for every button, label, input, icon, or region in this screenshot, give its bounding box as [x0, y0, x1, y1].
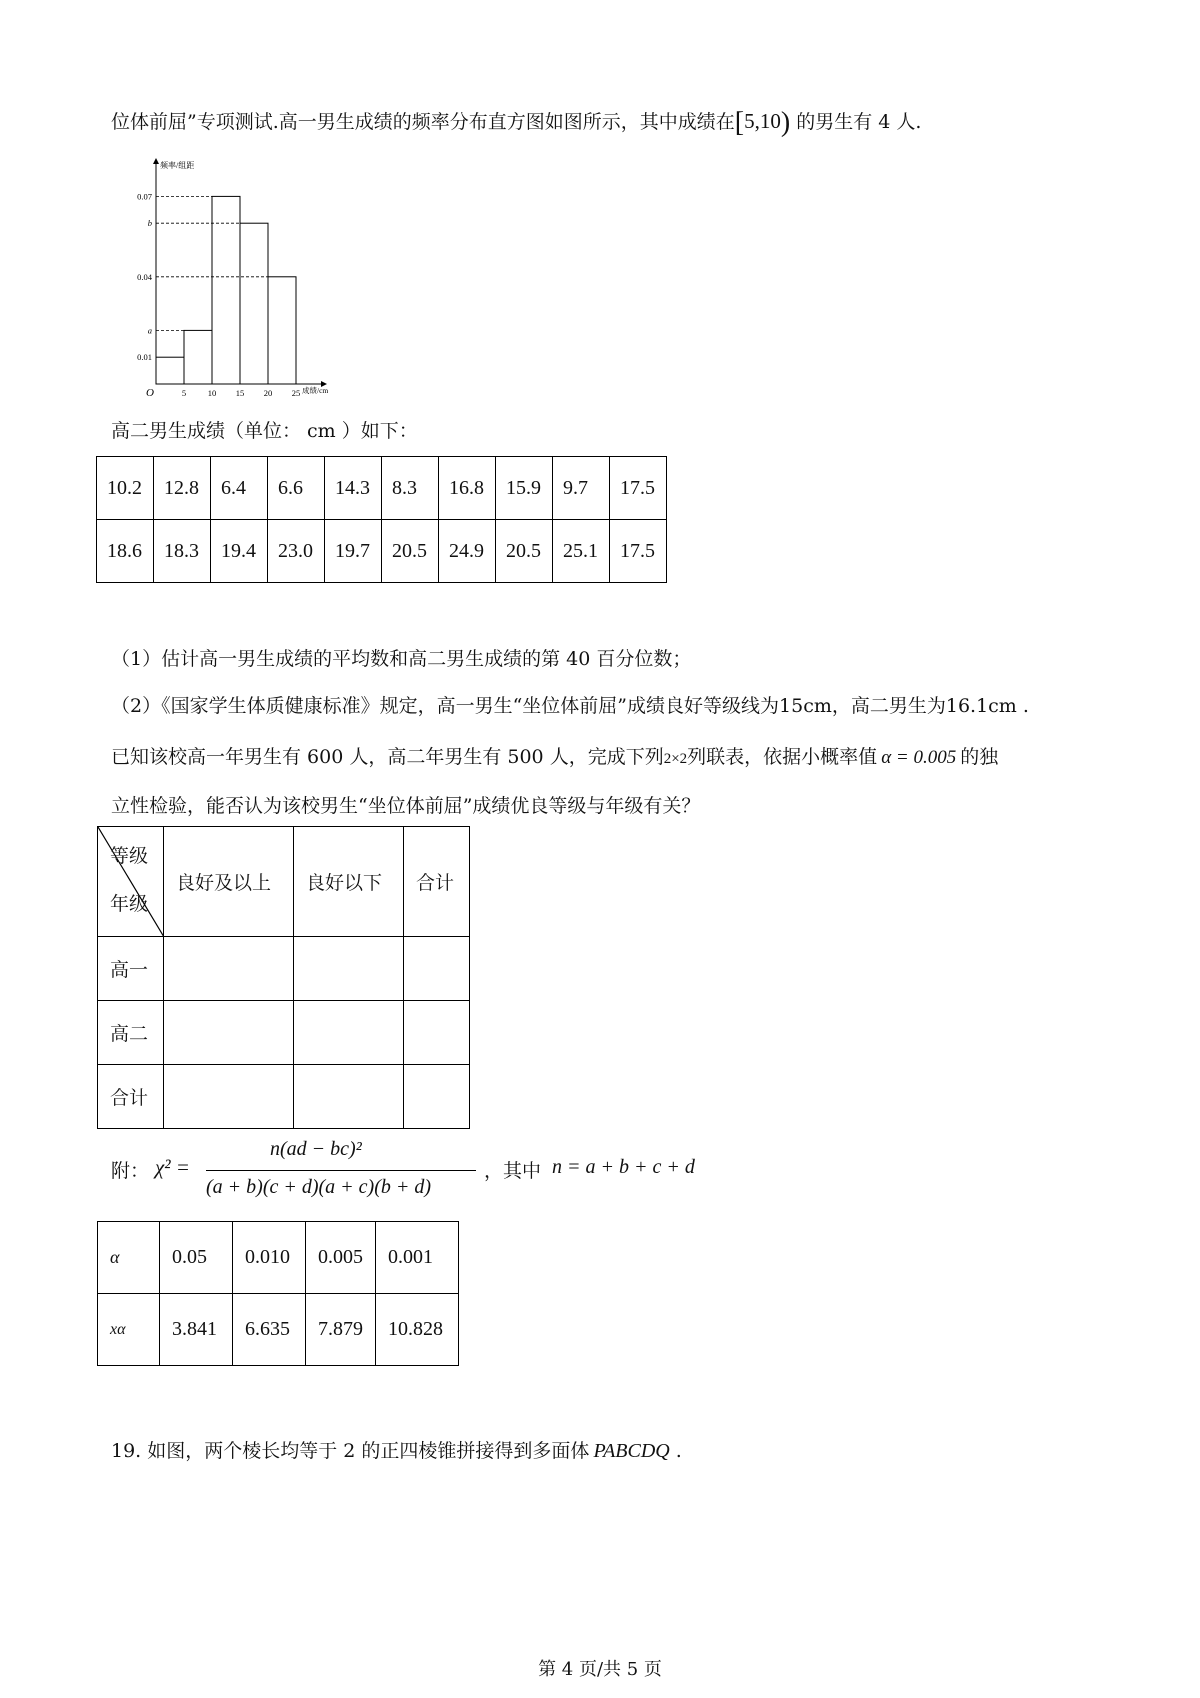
n-definition: n = a + b + c + d [552, 1156, 695, 1178]
column-header: 合计 [404, 827, 470, 937]
row-header: 高一 [98, 937, 164, 1001]
alpha-value: α = 0.005 [881, 747, 957, 768]
y-axis-arrow [153, 158, 159, 164]
grade2-score-table [96, 456, 667, 583]
score-cell: 15.9 [496, 457, 553, 520]
score-cell: 10.2 [97, 457, 154, 520]
score-cell: 6.4 [211, 457, 268, 520]
score-cell: 20.5 [496, 520, 553, 583]
corner-top-label: 等级 [110, 845, 149, 867]
grade2-intro: 高二男生成绩（单位： cm ）如下： [111, 420, 418, 442]
score-cell: 19.7 [325, 520, 382, 583]
blank-cell [404, 1065, 470, 1129]
x-alpha-cell: 10.828 [376, 1294, 459, 1366]
score-cell: 17.5 [610, 520, 667, 583]
formula-denominator: (a + b)(c + d)(a + c)(b + d) [206, 1176, 432, 1198]
y-tick-label: a [147, 325, 152, 336]
histogram-bar [240, 223, 268, 384]
score-cell: 19.4 [211, 520, 268, 583]
y-axis-label: 频率/组距 [160, 161, 195, 170]
score-cell: 23.0 [268, 520, 325, 583]
table-size: 2×2 [663, 751, 688, 767]
score-cell: 6.6 [268, 457, 325, 520]
question-2-line2: 已知该校高一年男生有 600 人，高二年男生有 500 人，完成下列2×2列联表，依据小概率值 α = 0.005 的独 [111, 746, 999, 768]
score-cell: 20.5 [382, 520, 439, 583]
blank-cell [164, 937, 294, 1001]
score-cell: 8.3 [382, 457, 439, 520]
y-tick-label: 0.07 [137, 191, 152, 202]
x-alpha-cell: 3.841 [160, 1294, 233, 1366]
intro-prefix: 位体前屈”专项测试.高一男生成绩的频率分布直方图如图所示，其中成绩在 [111, 111, 735, 133]
row-header: 高二 [98, 1001, 164, 1065]
y-tick-label: b [147, 218, 152, 229]
table-row [98, 1001, 470, 1065]
question-19: 19. 如图，两个棱长均等于 2 的正四棱锥拼接得到多面体 PABCDQ . [111, 1440, 682, 1462]
alpha-cell: 0.010 [233, 1222, 306, 1294]
blank-cell [164, 1001, 294, 1065]
histogram-bar [268, 277, 296, 384]
x-alpha-header: xα [98, 1294, 160, 1366]
y-tick-label: 0.04 [137, 271, 152, 282]
question-2-line1: （2）《国家学生体质健康标准》规定，高一男生“坐位体前屈”成绩良好等级线为15cm，高二男生为16.1cm . [111, 695, 1029, 717]
blank-cell [294, 1001, 404, 1065]
blank-cell [164, 1065, 294, 1129]
formula-suffix: ，其中 [484, 1160, 542, 1182]
frequency-histogram [111, 158, 341, 398]
table-row [97, 457, 667, 520]
formula-prefix: 附： [111, 1160, 150, 1182]
question-2-line3: 立性检验，能否认为该校男生“坐位体前屈”成绩优良等级与年级有关？ [111, 795, 701, 817]
intro-suffix: 的男生有 4 人. [796, 111, 922, 133]
fraction-bar [206, 1170, 476, 1171]
alpha-cell: 0.001 [376, 1222, 459, 1294]
intro-line: 位体前屈”专项测试.高一男生成绩的频率分布直方图如图所示，其中成绩在[5,10) 的男生有 4 人. [111, 107, 922, 138]
histogram-bar [156, 357, 184, 384]
row-header: 合计 [98, 1065, 164, 1129]
formula-numerator: n(ad − bc)² [270, 1138, 362, 1160]
corner-cell [98, 827, 164, 937]
column-header: 良好及以上 [164, 827, 294, 937]
histogram-bar [184, 330, 212, 384]
score-cell: 24.9 [439, 520, 496, 583]
score-cell: 18.6 [97, 520, 154, 583]
score-cell: 16.8 [439, 457, 496, 520]
contingency-table [97, 826, 470, 1129]
blank-cell [294, 1065, 404, 1129]
score-cell: 12.8 [154, 457, 211, 520]
score-cell: 17.5 [610, 457, 667, 520]
table-row [98, 827, 470, 937]
x-tick-label: 10 [207, 388, 217, 398]
table-row [98, 1294, 459, 1366]
alpha-header: α [98, 1222, 160, 1294]
page-footer: 第 4 页/共 5 页 [538, 1659, 662, 1680]
x-tick-label: 20 [263, 388, 273, 398]
x-tick-label: 5 [181, 388, 187, 398]
x-alpha-cell: 7.879 [306, 1294, 376, 1366]
blank-cell [404, 937, 470, 1001]
score-cell: 9.7 [553, 457, 610, 520]
origin-label: O [146, 387, 154, 398]
table-row [98, 937, 470, 1001]
x-axis-label: 成绩/cm [302, 386, 329, 395]
score-cell: 14.3 [325, 457, 382, 520]
formula-lhs: χ² = [155, 1155, 190, 1179]
question-1: （1）估计高一男生成绩的平均数和高二男生成绩的第 40 百分位数； [111, 648, 692, 670]
score-cell: 18.3 [154, 520, 211, 583]
histogram-bar [212, 196, 240, 384]
alpha-cell: 0.005 [306, 1222, 376, 1294]
alpha-cell: 0.05 [160, 1222, 233, 1294]
blank-cell [404, 1001, 470, 1065]
corner-bottom-label: 年级 [110, 893, 149, 915]
table-row [97, 520, 667, 583]
interval-text: 5,10 [744, 109, 781, 133]
table-row [98, 1065, 470, 1129]
blank-cell [294, 937, 404, 1001]
score-cell: 25.1 [553, 520, 610, 583]
x-alpha-cell: 6.635 [233, 1294, 306, 1366]
x-tick-label: 15 [235, 388, 245, 398]
polyhedron-name: PABCDQ [593, 1440, 670, 1462]
table-row [98, 1222, 459, 1294]
column-header: 良好以下 [294, 827, 404, 937]
y-tick-label: 0.01 [137, 352, 152, 363]
x-tick-label: 25 [291, 388, 301, 398]
critical-value-table [97, 1221, 459, 1366]
